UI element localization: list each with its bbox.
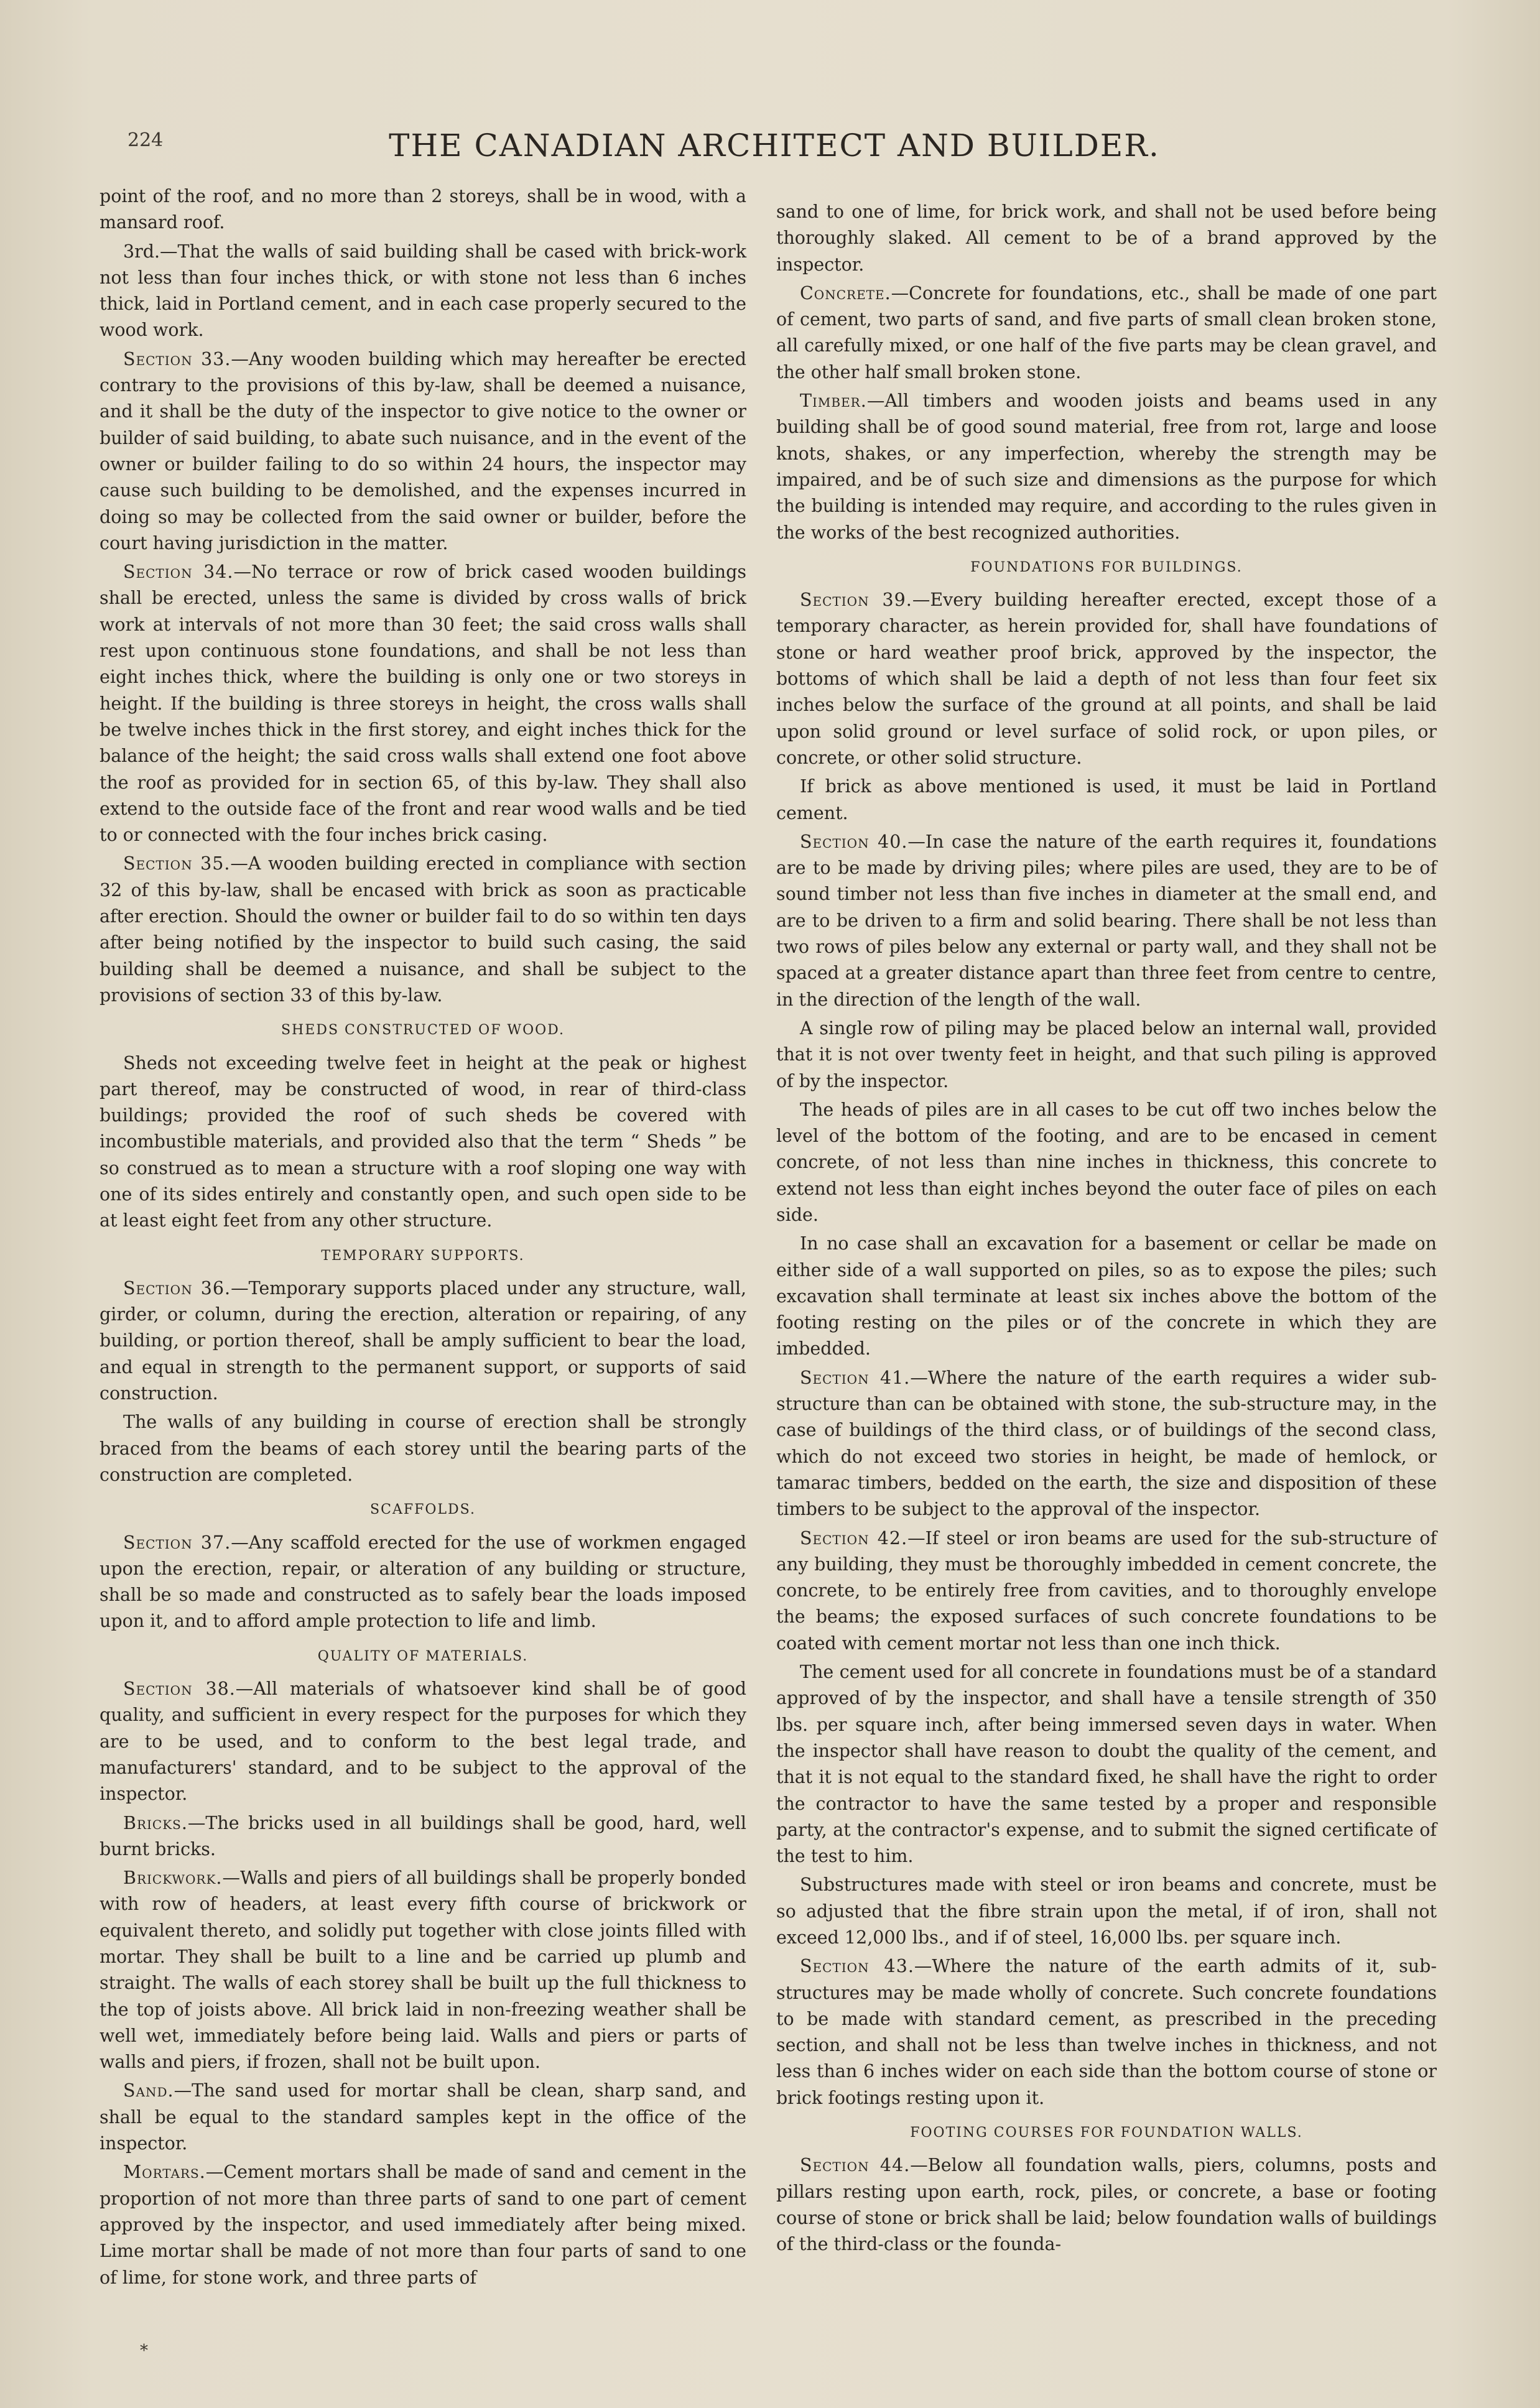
paragraph-text: —The bricks used in all buildings shall be good, hard, well burnt bricks. <box>100 1812 746 1859</box>
section-42 <box>776 1526 1437 1657</box>
section-35 <box>100 851 746 1009</box>
left-column <box>100 183 746 2294</box>
heading-foundations: FOUNDATIONS FOR BUILDINGS. <box>970 559 1243 575</box>
section-lead: Section 39. <box>800 590 912 611</box>
section-37 <box>100 1530 746 1635</box>
bricks-paragraph <box>100 1810 746 1863</box>
section-43 <box>776 1953 1437 2111</box>
section-text: —If steel or iron beams are used for the sub-structure of any building, they must be thoroughly imbedded in cement concrete, the concrete, to be entirely free from cavities, and to thoroughly envelope the beams; the exposed surfaces of such concrete foundations to be coated with cement mortar not less than one inch thick. <box>776 1527 1437 1654</box>
mortars-paragraph <box>100 2159 746 2290</box>
section-36 <box>100 1276 746 1407</box>
paragraph: point of the roof, and no more than 2 storeys, shall be in wood, with a mansard roof. <box>100 186 746 233</box>
section-lead: Section 36. <box>123 1277 231 1299</box>
paragraph: Substructures made with steel or iron beams and concrete, must be so adjusted that the fibre strain upon the metal, if of iron, shall not exceed 12,000 lbs., and if of steel, 16,000 lbs. per square inch. <box>776 1874 1437 1948</box>
section-text: —Temporary supports placed under any structure, wall, girder, or column, during the erection, alteration or repairing, of any building, or portion thereof, shall be amply sufficient to bear the load, and equal in strength to the permanent support, or supports of said construction. <box>100 1277 747 1404</box>
page-number: 224 <box>128 129 164 151</box>
paragraph-lead: Mortars. <box>123 2162 206 2183</box>
paragraph-lead: Brickwork. <box>123 1868 223 1889</box>
section-lead: Section 37. <box>123 1532 231 1553</box>
paragraph: 3rd.—That the walls of said building shall be cased with brick-work not less than four inches thick, or with stone not less than 6 inches thick, laid in Portland cement, and in each case properly secured to the wood work. <box>100 241 746 341</box>
paragraph-text: —Cement mortars shall be made of sand and cement in the proportion of not more than three parts of sand to one part of cement approved by the inspector, and used immediately after being mixed. Lime mortar shall be made of not more than four parts of sand to one of lime, for stone work, and three parts of <box>100 2162 746 2288</box>
paragraph-text: —All timbers and wooden joists and beams used in any building shall be of good sound material, free from rot, large and loose knots, shakes, or any imperfection, whereby the strength may be impaired, and be of such size and dimensions as the purpose for which the building is intended may require, and according to the rules given in the works of the best recognized authorities. <box>776 391 1437 543</box>
section-lead: Section 43. <box>800 1956 914 1977</box>
section-text: —In case the nature of the earth requires it, foundations are to be made by driving piles; where piles are used, they are to be of sound timber not less than five inches in diameter at the small end, and are to be driven to a firm and solid bearing. There shall be not less than two rows of piles below any external or party wall, and they shall not be spaced at a greater distance apart than three feet from centre to centre, in the direction of the length of the wall. <box>776 831 1437 1010</box>
paragraph-text: —Walls and piers of all buildings shall be properly bonded with row of headers, at least every fifth course of brickwork or equivalent thereto, and solidly put together with close joints filled with mortar. They shall be built to a line and be carried up plumb and straight. The walls of each storey shall be built up the full thickness to the top of joists above. All brick laid in non-freezing weather shall be well wet, immediately before being laid. Walls and piers or parts of walls and piers, if frozen, shall not be built upon. <box>100 1868 746 2073</box>
section-lead: Section 40. <box>800 831 908 852</box>
section-text: —A wooden building erected in compliance with section 32 of this by-law, shall be encased with brick as soon as practicable after erection. Should the owner or builder fail to do so within ten days after being notified by the inspector to build such casing, the said building shall be deemed a nuisance, and shall be subject to the provisions of section 33 of this by-law. <box>100 853 746 1006</box>
timber-paragraph <box>776 388 1437 546</box>
heading-quality: QUALITY OF MATERIALS. <box>317 1648 529 1664</box>
brickwork-paragraph <box>100 1865 746 2075</box>
section-38 <box>100 1676 746 1807</box>
section-34 <box>100 559 746 848</box>
concrete-paragraph <box>776 280 1437 386</box>
section-44 <box>776 2152 1437 2258</box>
paragraph-lead: Timber. <box>800 391 867 412</box>
section-lead: Section 41. <box>800 1367 911 1388</box>
section-lead: Section 35. <box>123 853 231 874</box>
paragraph: sand to one of lime, for brick work, and shall not be used before being thoroughly slaked. All cement to be of a brand approved by the inspector. <box>776 201 1437 275</box>
section-text: —Where the nature of the earth admits of it, sub-structures may be made wholly of concrete. Such concrete foundations to be made with standard cement, as prescribed in the preceding section, and shall not be less than twelve inches in thickness, and not less than 6 inches wider on each side than the bottom course of stone or brick footings resting upon it. <box>776 1956 1437 2108</box>
section-lead: Section 34. <box>123 562 234 583</box>
heading-sheds: SHEDS CONSTRUCTED OF WOOD. <box>281 1022 565 1039</box>
paragraph: In no case shall an excavation for a basement or cellar be made on either side of a wall supported on piles, so as to expose the piles; such excavation shall terminate at least six inches above the bottom of the footing resting on the piles or of the concrete in which they are imbedded. <box>776 1233 1437 1359</box>
paragraph-lead: Bricks. <box>123 1812 188 1833</box>
section-lead: Section 44. <box>800 2155 911 2176</box>
section-text: —Below all foundation walls, piers, columns, posts and pillars resting upon earth, rock, piles, or concrete, a base or footing course of stone or brick shall be laid; below foundation walls of buildings of the third-class or the founda- <box>776 2155 1437 2255</box>
running-head: THE CANADIAN ARCHITECT AND BUILDER. <box>389 127 1160 164</box>
footer-mark: * <box>140 2341 148 2360</box>
section-text: —Any scaffold erected for the use of workmen engaged upon the erection, repair, or alteration of any building or structure, shall be so made and constructed as to safely bear the loads imposed upon it, and to afford ample protection to life and limb. <box>100 1532 746 1632</box>
section-33 <box>100 346 746 557</box>
right-column <box>776 199 1437 2261</box>
paragraph-lead: Concrete. <box>800 282 891 303</box>
paragraph: Sheds not exceeding twelve feet in height at the peak or highest part thereof, may be constructed of wood, in rear of third-class buildings; provided the roof of such sheds be covered with incombustible materials, and provided also that the term “ Sheds ” be so construed as to mean a structure with a roof sloping one way with one of its sides entirely and constantly open, and such open side to be at least eight feet from any other structure. <box>100 1052 746 1231</box>
heading-scaffolds: SCAFFOLDS. <box>370 1502 476 1518</box>
section-40 <box>776 829 1437 1013</box>
heading-temporary-supports: TEMPORARY SUPPORTS. <box>321 1248 525 1264</box>
paragraph-lead: Sand. <box>123 2080 174 2101</box>
section-text: —Where the nature of the earth requires a wider sub-structure than can be obtained with stone, the sub-structure may, in the case of buildings of the third class, or of buildings of the second class, which do not exceed two stories in height, be made of hemlock, or tamarac timbers, bedded on the earth, the size and disposition of these timbers to be subject to the approval of the inspector. <box>776 1367 1437 1520</box>
paragraph: If brick as above mentioned is used, it must be laid in Portland cement. <box>776 776 1437 823</box>
section-lead: Section 42. <box>800 1527 908 1549</box>
section-text: —Any wooden building which may hereafter be erected contrary to the provisions of this by-law, shall be deemed a nuisance, and it shall be the duty of the inspector to give notice to the owner or builder of said building, to abate such nuisance, and in the event of the owner or builder failing to do so within 24 hours, the inspector may cause such building to be demolished, and the expenses incurred in doing so may be collected from the said owner or builder, before the court having jurisdiction in the matter. <box>100 348 746 553</box>
paragraph: The cement used for all concrete in foundations must be of a standard approved of by the inspector, and shall have a tensile strength of 350 lbs. per square inch, after being immersed seven days in water. When the inspector shall have reason to doubt the quality of the cement, and that it is not equal to the standard fixed, he shall have the right to order the contractor to have the same tested by a proper and responsible party, at the contractor's expense, and to submit the signed certificate of the test to him. <box>776 1662 1437 1867</box>
paragraph-text: —Concrete for foundations, etc., shall be made of one part of cement, two parts of sand, and five parts of small clean broken stone, all carefully mixed, or one half of the five parts may be clean gravel, and the other half small broken stone. <box>776 282 1437 382</box>
paragraph-text: —The sand used for mortar shall be clean, sharp sand, and shall be equal to the standard samples kept in the office of the inspector. <box>100 2080 746 2154</box>
section-text: —All materials of whatsoever kind shall be of good quality, and sufficient in every respect for the purposes for which they are to be used, and to conform to the best legal trade, and manufacturers' standard, and to be subject to the approval of the inspector. <box>100 1679 746 1805</box>
heading-footing-courses: FOOTING COURSES FOR FOUNDATION WALLS. <box>910 2125 1303 2141</box>
paragraph: A single row of piling may be placed below an internal wall, provided that it is not over twenty feet in height, and that such piling is approved of by the inspector. <box>776 1017 1437 1091</box>
section-text: —Every building hereafter erected, except those of a temporary character, as herein provided for, shall have foundations of stone or hard weather proof brick, approved by the inspector, the bottoms of which shall be laid a depth of not less than four feet six inches below the surface of the ground at all points, and shall be laid upon solid ground or level surface of solid rock, or upon piles, or concrete, or other solid structure. <box>776 590 1437 768</box>
section-lead: Section 33. <box>123 348 231 369</box>
sand-paragraph <box>100 2078 746 2157</box>
paragraph: The heads of piles are in all cases to be cut off two inches below the level of the bottom of the footing, and are to be encased in cement concrete, of not less than nine inches in thickness, this concrete to extend not less than eight inches beyond the outer face of piles on each side. <box>776 1099 1437 1225</box>
paragraph: The walls of any building in course of erection shall be strongly braced from the beams of each storey until the bearing parts of the construction are completed. <box>100 1412 746 1485</box>
section-text: —No terrace or row of brick cased wooden buildings shall be erected, unless the same is divided by cross walls of brick work at intervals of not more than 30 feet; the said cross walls shall rest upon continuous stone foundations, and shall be not less than eight inches thick, where the building is only one or two storeys in height. If the building is three storeys in height, the cross walls shall be twelve inches thick in the first storey, and eight inches thick for the balance of the height; the said cross walls shall extend one foot above the roof as provided for in section 65, of this by-law. They shall also extend to the outside face of the front and rear wood walls and be tied to or connected with the four inches brick casing. <box>100 562 746 846</box>
section-41 <box>776 1365 1437 1523</box>
section-39 <box>776 587 1437 771</box>
section-lead: Section 38. <box>123 1679 236 1700</box>
